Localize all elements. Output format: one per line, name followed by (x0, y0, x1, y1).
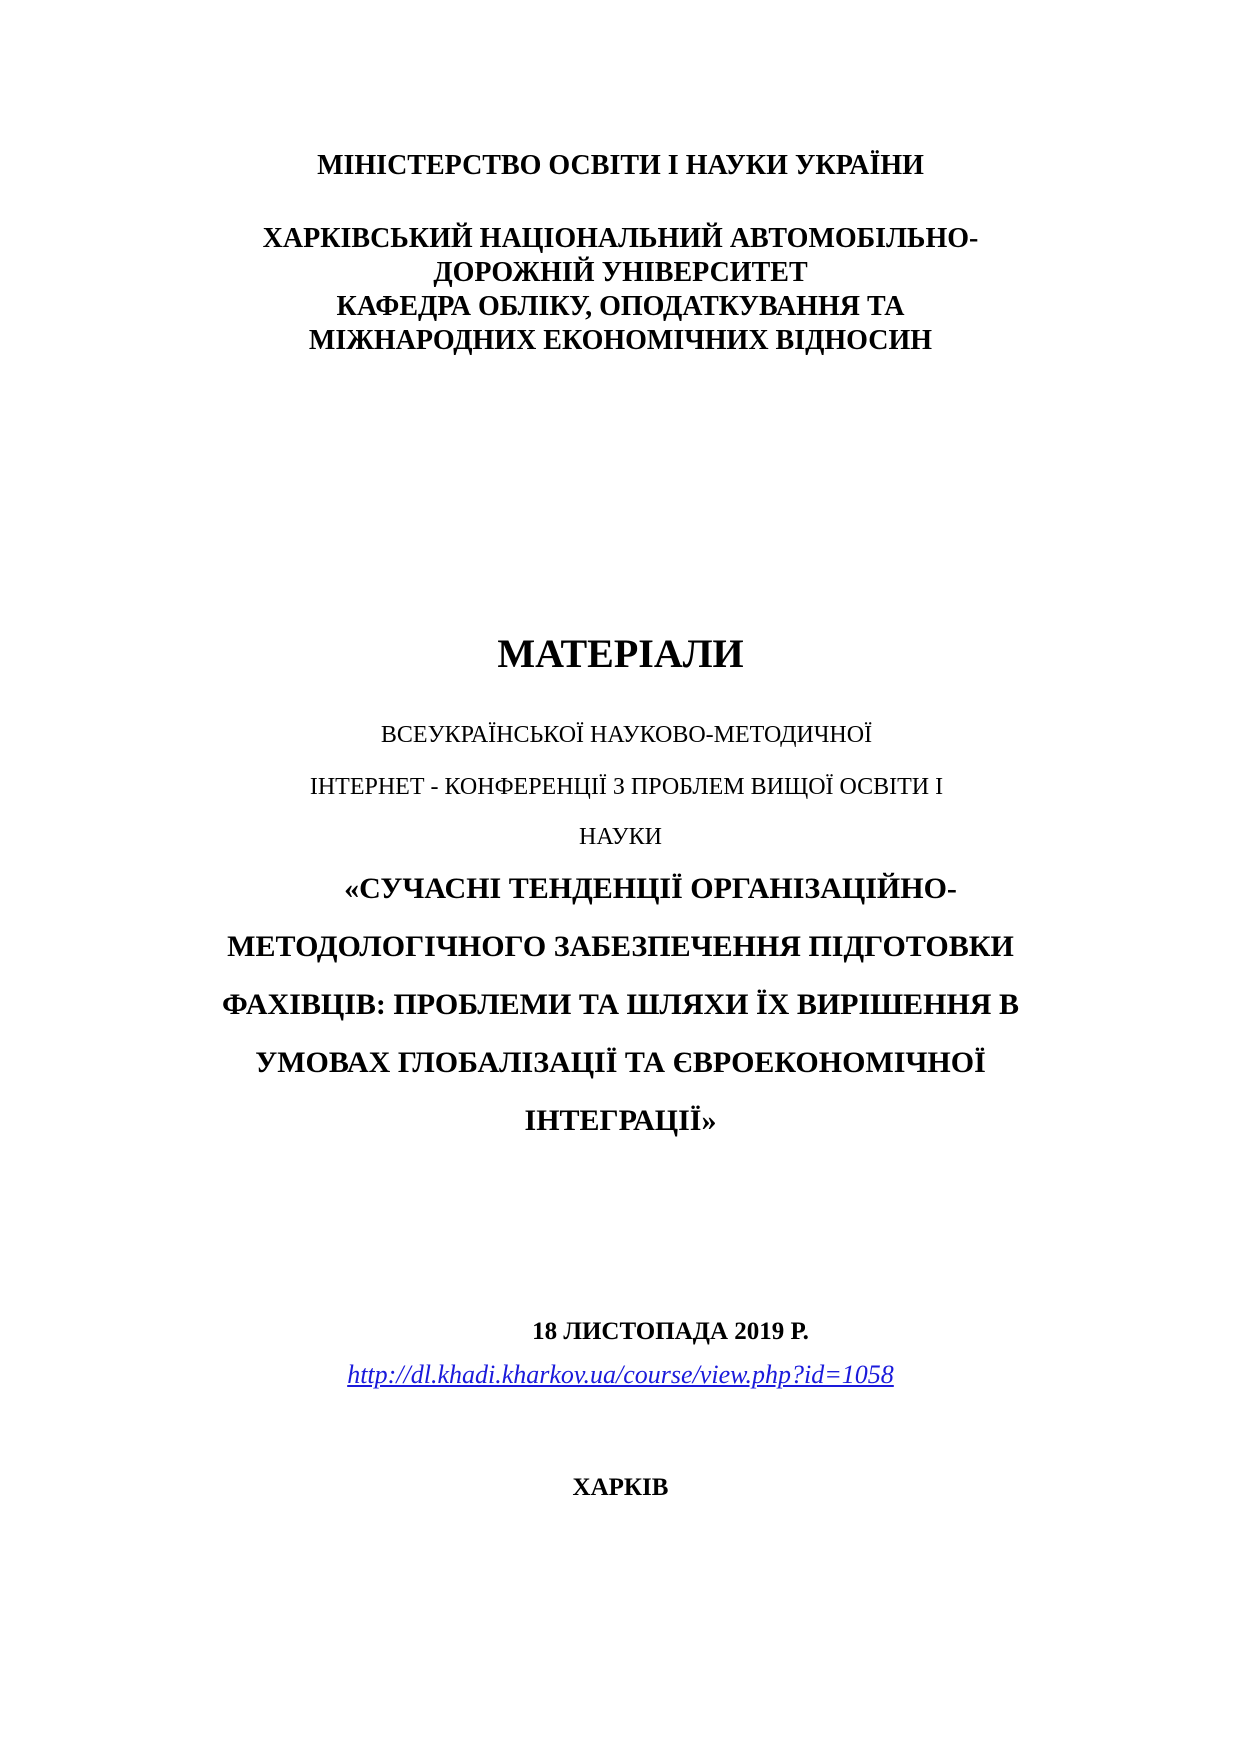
title-line-1: «СУЧАСНІ ТЕНДЕНЦІЇ ОРГАНІЗАЦІЙНО- (344, 872, 957, 905)
conference-line-1: ВСЕУКРАЇНСЬКОЇ НАУКОВО-МЕТОДИЧНОЇ (380, 722, 873, 748)
title-line-3: ФАХІВЦІВ: ПРОБЛЕМИ ТА ШЛЯХИ ЇХ ВИРІШЕННЯ В (222, 988, 1019, 1021)
university-line-1: ХАРКІВСЬКИЙ НАЦІОНАЛЬНИЙ АВТОМОБІЛЬНО- (262, 223, 979, 254)
title-line-4: УМОВАХ ГЛОБАЛІЗАЦІЇ ТА ЄВРОЕКОНОМІЧНОЇ (255, 1046, 986, 1079)
materials-heading: МАТЕРІАЛИ (497, 631, 744, 676)
conference-line-2: ІНТЕРНЕТ - КОНФЕРЕНЦІЇ З ПРОБЛЕМ ВИЩОЇ ОСВІТИ І (309, 774, 944, 800)
city: ХАРКІВ (572, 1474, 669, 1501)
university-line-2: ДОРОЖНІЙ УНІВЕРСИТЕТ (433, 257, 808, 288)
conference-date: 18 ЛИСТОПАДА 2019 Р. (532, 1318, 809, 1345)
course-link[interactable]: http://dl.khadi.kharkov.ua/course/view.php?id=1058 (347, 1360, 894, 1389)
title-line-2: МЕТОДОЛОГІЧНОГО ЗАБЕЗПЕЧЕННЯ ПІДГОТОВКИ (227, 930, 1014, 963)
ministry-heading: МІНІСТЕРСТВО ОСВІТИ І НАУКИ УКРАЇНИ (317, 150, 924, 181)
link-container (0, 1360, 1241, 1390)
conference-line-3: НАУКИ (579, 824, 662, 850)
title-line-5: ІНТЕГРАЦІЇ» (524, 1104, 717, 1137)
department-line-1: КАФЕДРА ОБЛІКУ, ОПОДАТКУВАННЯ ТА (336, 291, 905, 322)
department-line-2: МІЖНАРОДНИХ ЕКОНОМІЧНИХ ВІДНОСИН (308, 325, 933, 356)
